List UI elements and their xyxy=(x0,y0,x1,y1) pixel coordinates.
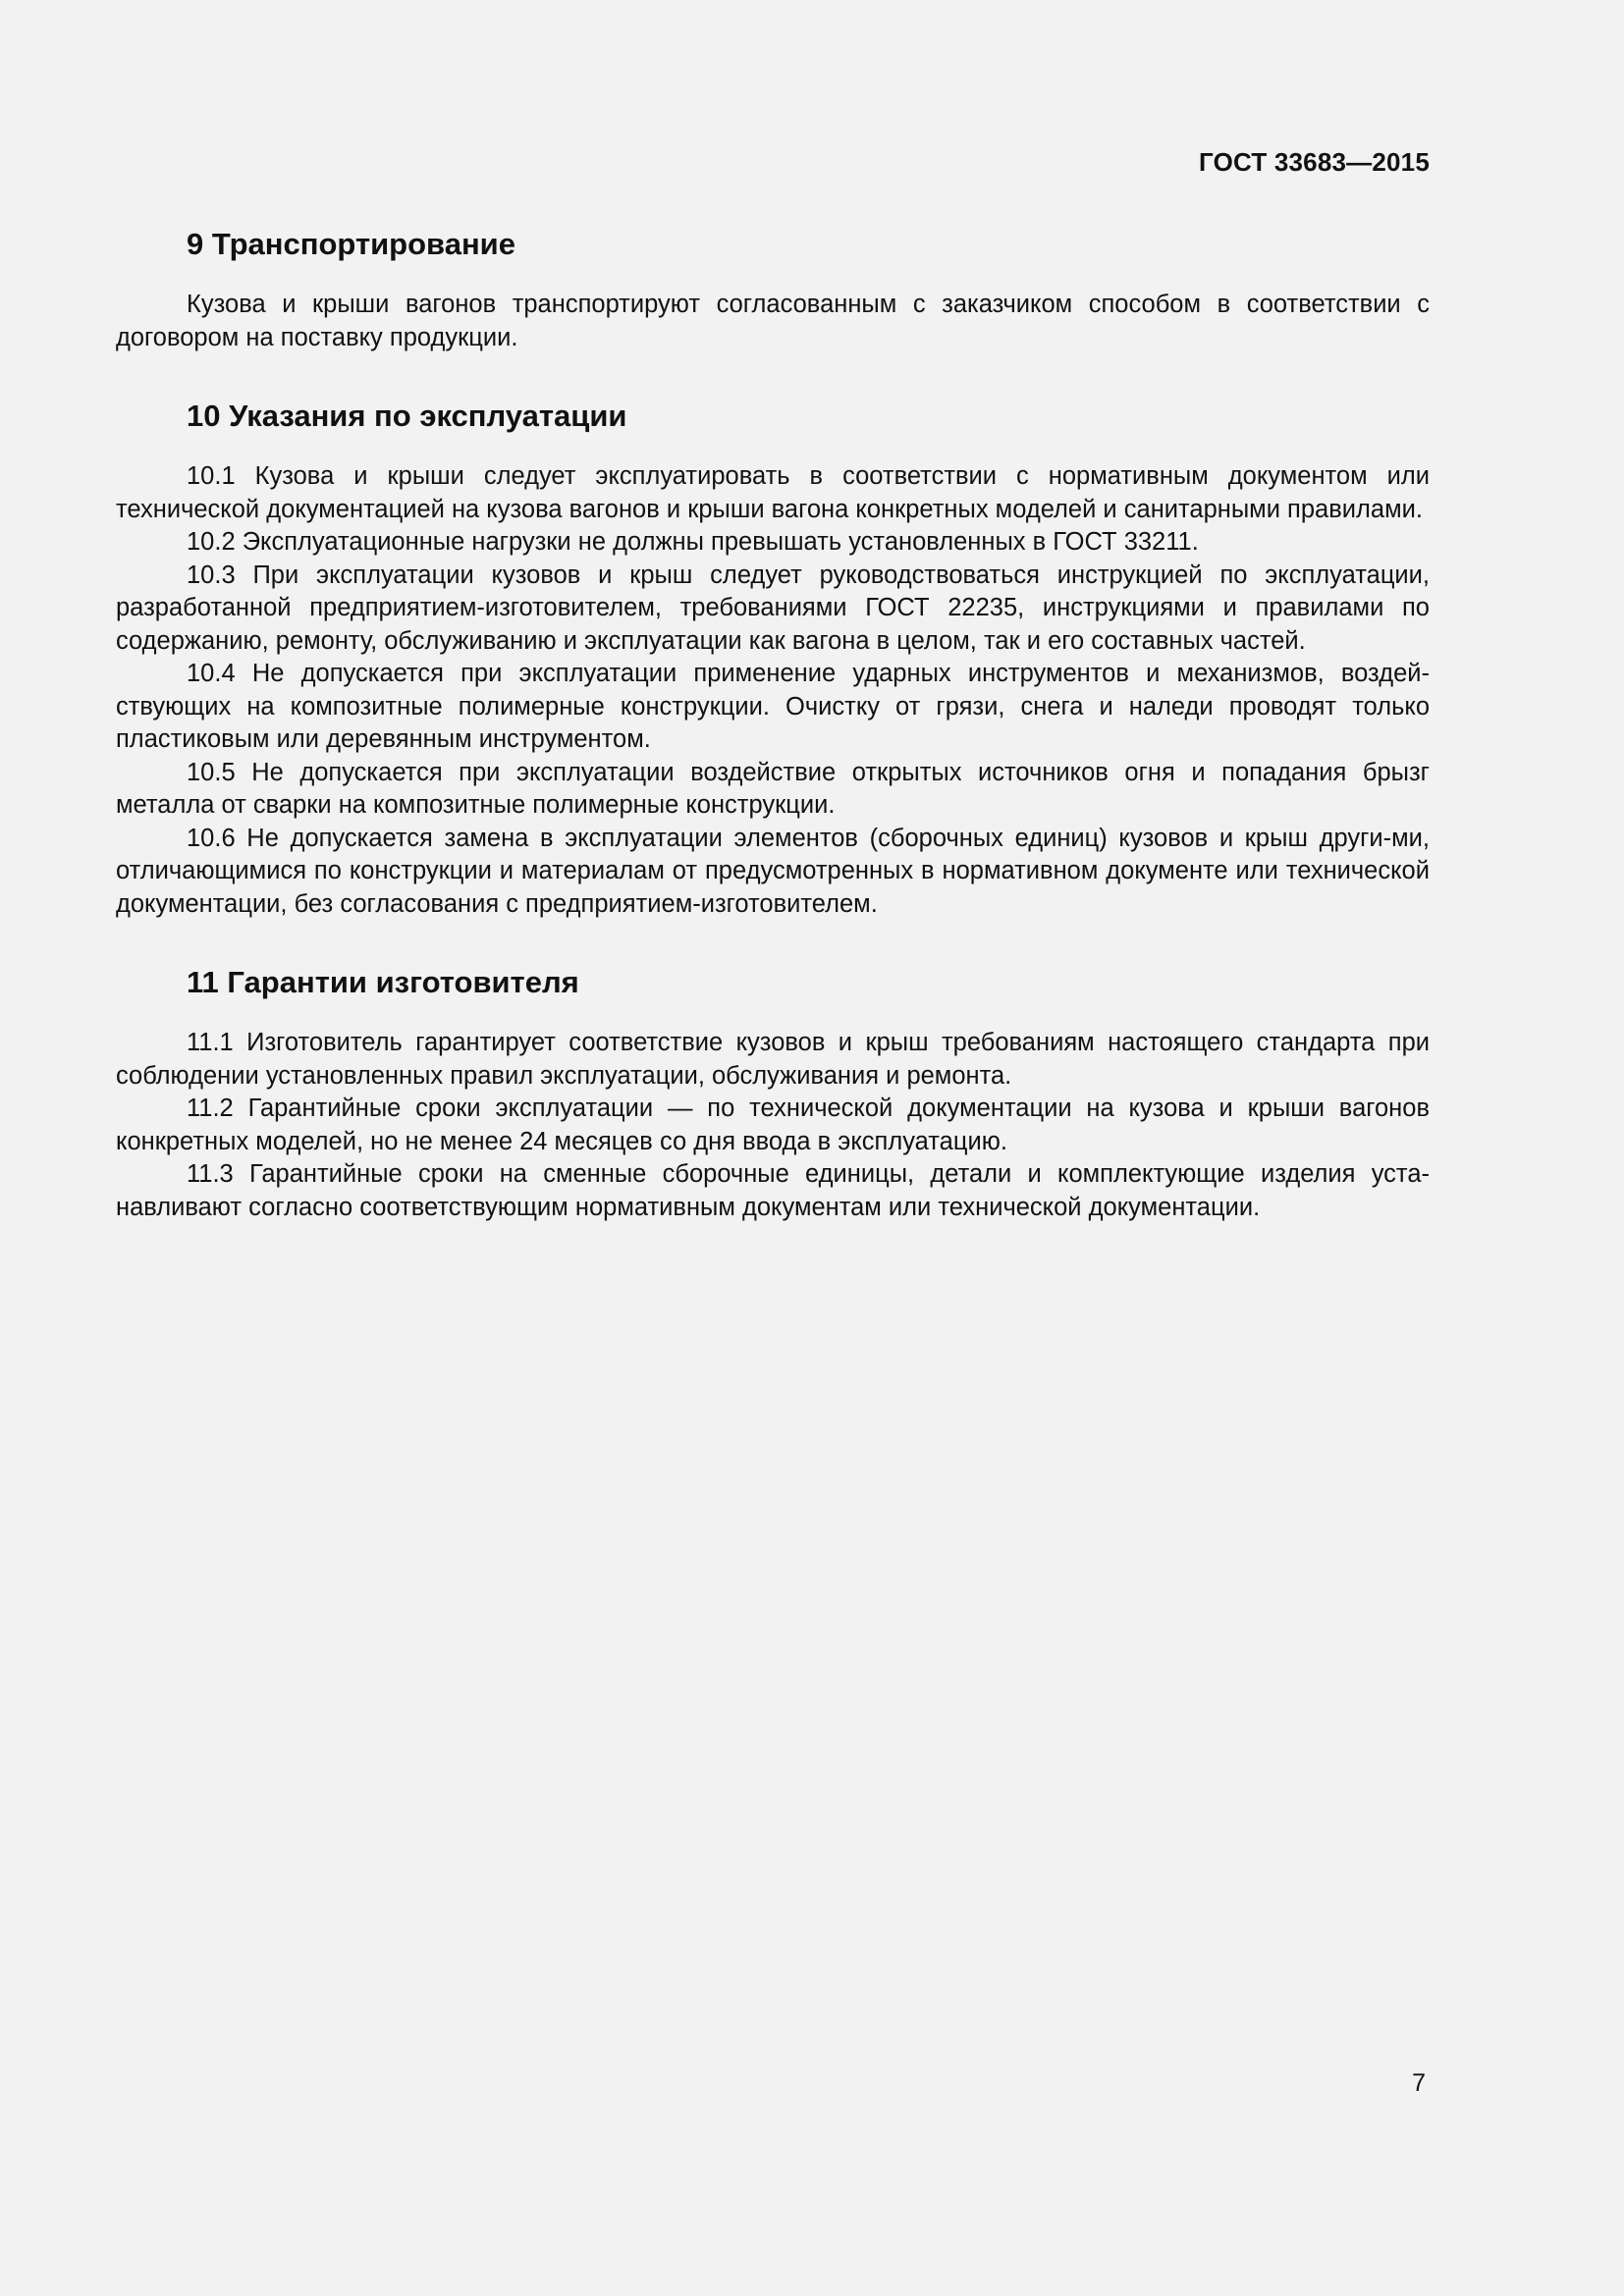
section-heading: 9 Транспортирование xyxy=(187,227,515,261)
paragraph: 11.1 Изготовитель гарантирует соответствие кузовов и крыш требованиям настоящего стандарта при соблюдении установленных правил эксплуатации, обслуживания и ремонта. xyxy=(116,1029,1430,1090)
paragraph: 10.3 При эксплуатации кузовов и крыш следует руководствоваться инструкцией по эксплуатации, разработанной предприятием-изготовителем, требованиями ГОСТ 22235, инструкциями и правилами по содержанию, ремонту, обслуживанию и эксплуатации как вагона в целом, так и его составных частей. xyxy=(116,561,1430,655)
section-transportation xyxy=(116,220,1430,354)
paragraph: 10.2 Эксплуатационные нагрузки не должны превышать установленных в ГОСТ 33211. xyxy=(187,528,1199,556)
section-heading: 10 Указания по эксплуатации xyxy=(187,399,627,433)
page-number: 7 xyxy=(1412,2069,1426,2097)
paragraph: 11.3 Гарантийные сроки на сменные сборочные единицы, детали и комплектующие изделия уста-навливают согласно соответствующим нормативным документам или технической документации. xyxy=(116,1160,1430,1221)
section-manufacturer-warranty xyxy=(116,958,1430,1224)
paragraph: 10.6 Не допускается замена в эксплуатации элементов (сборочных единиц) кузовов и крыш други-ми, отличающимися по конструкции и материалам от предусмотренных в нормативном документе или технической документации, без согласования с предприятием-изготовителем. xyxy=(116,824,1430,918)
paragraph: Кузова и крыши вагонов транспортируют согласованным с заказчиком способом в соответствии с договором на поставку продукции. xyxy=(116,291,1430,351)
paragraph: 10.1 Кузова и крыши следует эксплуатировать в соответствии с нормативным документом или технической документацией на кузова вагонов и крыши вагона конкретных моделей и санитарными правилами. xyxy=(116,462,1430,523)
document-body xyxy=(116,220,1430,1224)
section-heading: 11 Гарантии изготовителя xyxy=(187,965,579,999)
section-operation-instructions xyxy=(116,392,1430,921)
document-code: ГОСТ 33683—2015 xyxy=(1199,147,1430,177)
paragraph: 11.2 Гарантийные сроки эксплуатации — по технической документации на кузова и крыши вагонов конкретных моделей, но не менее 24 месяцев со дня ввода в эксплуатацию. xyxy=(116,1095,1430,1155)
paragraph: 10.5 Не допускается при эксплуатации воздействие открытых источников огня и попадания брызг металла от сварки на композитные полимерные конструкции. xyxy=(116,758,1430,819)
paragraph: 10.4 Не допускается при эксплуатации применение ударных инструментов и механизмов, воздей-ствующих на композитные полимерные конструкции. Очистку от грязи, снега и наледи проводят только пластиковым или деревянным инструментом. xyxy=(116,660,1430,753)
